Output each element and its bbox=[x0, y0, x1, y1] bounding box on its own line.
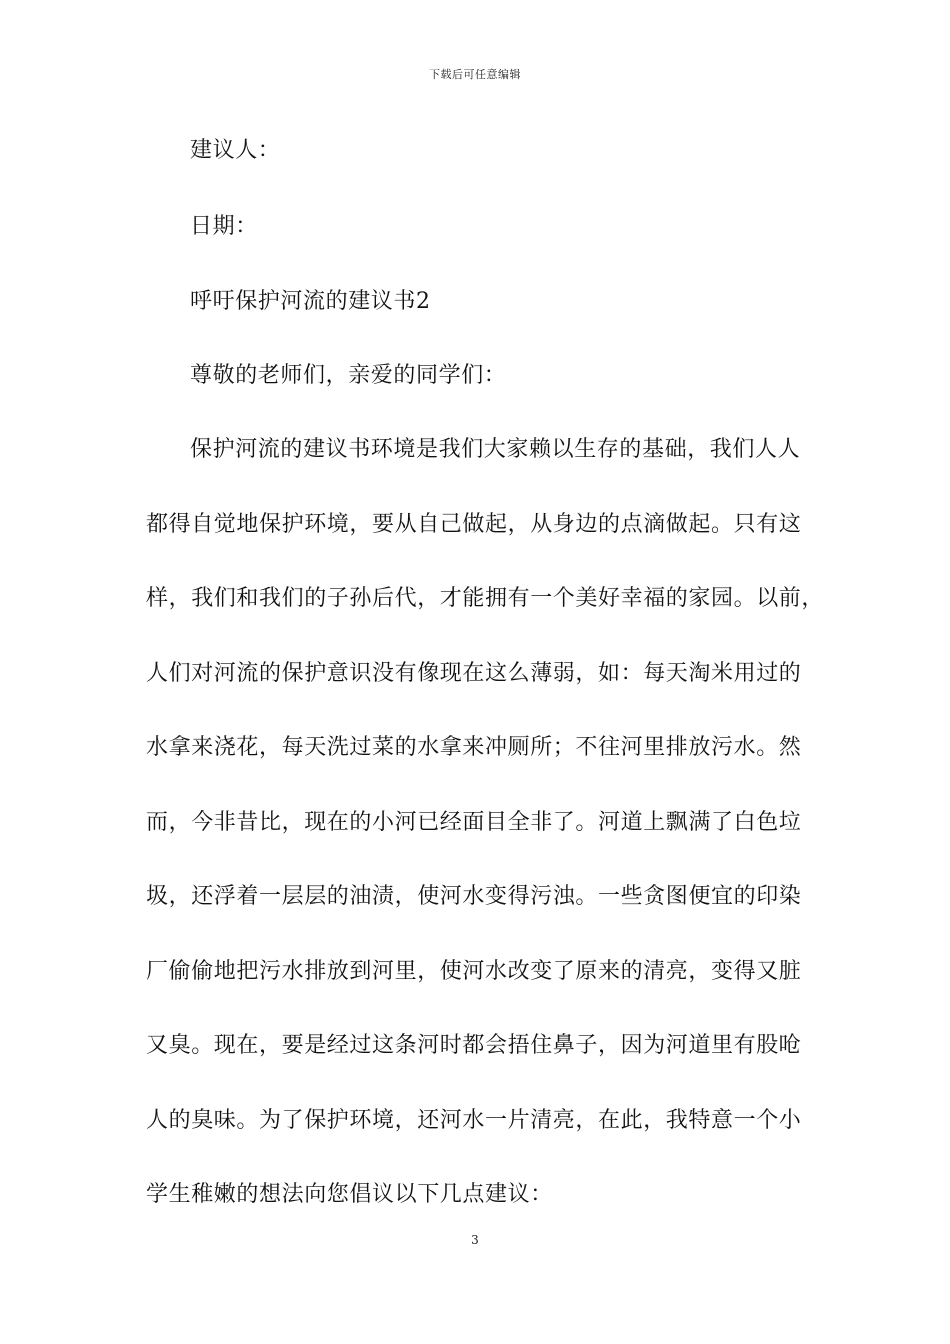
body-line: 人们对河流的保护意识没有像现在这么薄弱，如：每天淘米用过的 bbox=[146, 661, 802, 686]
date-label: 日期： bbox=[190, 214, 258, 239]
body-line: 而，今非昔比，现在的小河已经面目全非了。河道上飘满了白色垃 bbox=[146, 810, 802, 835]
body-line: 水拿来浇花，每天洗过菜的水拿来冲厕所；不往河里排放污水。然 bbox=[146, 735, 802, 760]
page-header: 下载后可任意编辑 bbox=[429, 68, 521, 81]
document-title: 呼吁保护河流的建议书2 bbox=[190, 289, 431, 314]
page-number: 3 bbox=[471, 1233, 479, 1247]
body-line: 都得自觉地保护环境，要从自己做起，从身边的点滴做起。只有这 bbox=[146, 512, 802, 537]
body-line: 样，我们和我们的子孙后代，才能拥有一个美好幸福的家园。以前， bbox=[146, 586, 825, 611]
body-line: 保护河流的建议书环境是我们大家赖以生存的基础，我们人人 bbox=[190, 437, 801, 462]
greeting: 尊敬的老师们，亲爱的同学们： bbox=[190, 363, 507, 388]
body-line: 学生稚嫩的想法向您倡议以下几点建议： bbox=[146, 1182, 553, 1207]
body-line: 厂偷偷地把污水排放到河里，使河水改变了原来的清亮，变得又脏 bbox=[146, 959, 802, 984]
proposer-label: 建议人： bbox=[190, 138, 281, 163]
body-line: 又臭。现在，要是经过这条河时都会捂住鼻子，因为河道里有股呛 bbox=[146, 1033, 802, 1058]
body-line: 人的臭味。为了保护环境，还河水一片清亮，在此，我特意一个小 bbox=[146, 1108, 802, 1133]
body-line: 圾，还浮着一层层的油渍，使河水变得污浊。一些贪图便宜的印染 bbox=[146, 884, 802, 909]
